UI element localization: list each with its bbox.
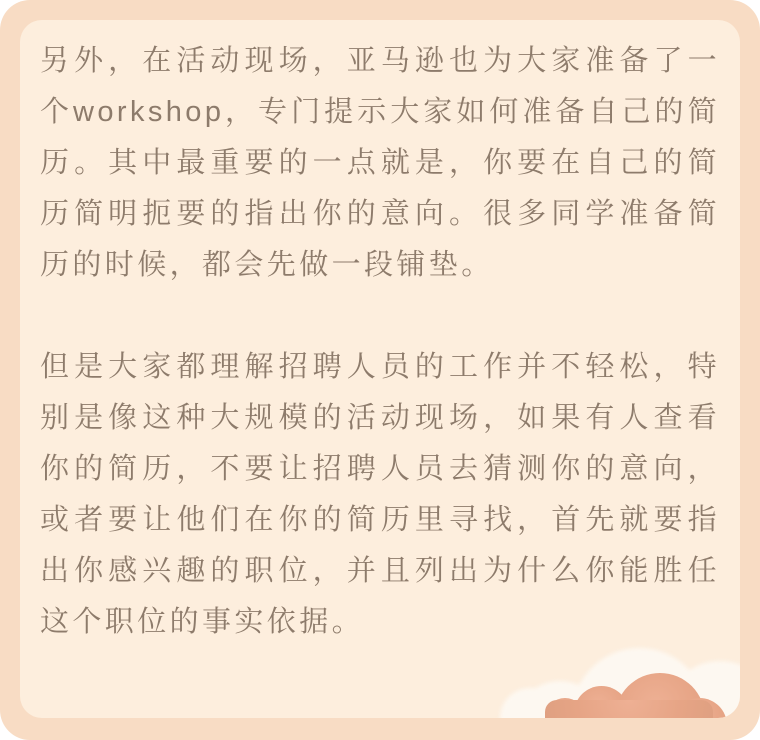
cloud-front-illustration <box>543 658 715 718</box>
article-paragraph-1: 另外，在活动现场，亚马逊也为大家准备了一个workshop，专门提示大家如何准备自己的简历。其中最重要的一点就是，你要在自己的简历简明扼要的指出你的意向。很多同学准备简历的时候，都会先做一段铺垫。 <box>40 45 720 281</box>
cloud-front-base <box>545 700 713 718</box>
article-paragraph-2: 但是大家都理解招聘人员的工作并不轻松，特别是像这种大规模的活动现场，如果有人查看你的简历，不要让招聘人员去猜测你的意向，或者要让他们在你的简历里寻找，首先就要指出你感兴趣的职位，并且列出为什么你能胜任这个职位的事实依据。 <box>40 351 720 638</box>
content-card <box>20 20 740 718</box>
article-text <box>40 36 720 648</box>
